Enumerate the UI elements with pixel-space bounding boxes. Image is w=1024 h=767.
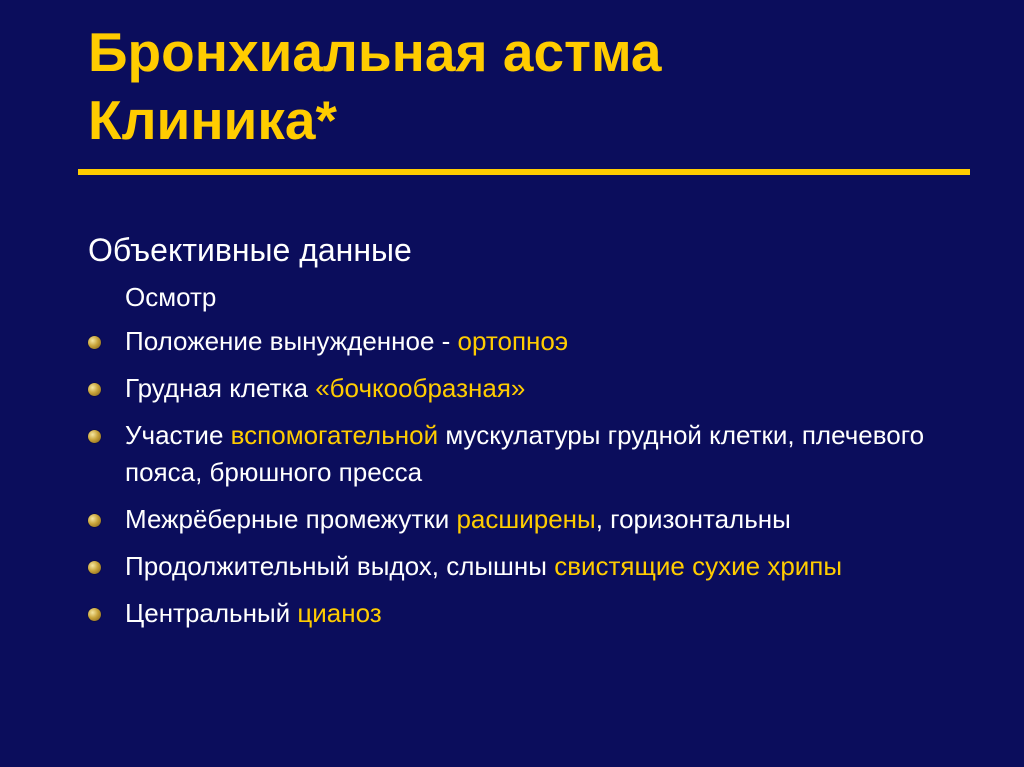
bullet-highlight-text: «бочкообразная» (315, 373, 526, 403)
gold-sphere-bullet-icon (88, 561, 101, 574)
gold-sphere-bullet-icon (88, 336, 101, 349)
gold-sphere-bullet-icon (88, 383, 101, 396)
title-line-1: Бронхиальная астма (88, 21, 662, 83)
title-divider (78, 169, 970, 175)
bullet-highlight-text: свистящие сухие хрипы (554, 551, 843, 581)
bullet-text: Центральный (125, 598, 298, 628)
gold-sphere-bullet-icon (88, 430, 101, 443)
section-subheading: Осмотр (125, 282, 217, 312)
bullet-highlight-text: расширены (456, 504, 596, 534)
gold-sphere-bullet-icon (88, 514, 101, 527)
title-line-2: Клиника* (88, 89, 337, 151)
bullet-text: Грудная клетка (125, 373, 316, 403)
gold-sphere-bullet-icon (88, 608, 101, 621)
bullet-text: Участие (125, 420, 231, 450)
bullet-text: , горизонтальны (595, 504, 791, 534)
bullet-item (88, 370, 968, 407)
slide-title (88, 18, 662, 154)
bullet-highlight-text: ортопноэ (457, 326, 569, 356)
bullet-text: Межрёберные промежутки (125, 504, 457, 534)
bullet-list (88, 323, 968, 642)
bullet-text: Положение вынужденное - (125, 326, 458, 356)
bullet-item (88, 417, 968, 491)
bullet-item (88, 595, 968, 632)
section-heading: Объективные данные (88, 232, 412, 268)
bullet-text: мускулатуры грудной клетки, плечевого пояса, брюшного пресса (125, 420, 925, 487)
bullet-item (88, 501, 968, 538)
bullet-item (88, 323, 968, 360)
bullet-text: Продолжительный выдох, слышны (125, 551, 555, 581)
bullet-highlight-text: вспомогательной (230, 420, 439, 450)
bullet-highlight-text: цианоз (297, 598, 382, 628)
bullet-item (88, 548, 968, 585)
